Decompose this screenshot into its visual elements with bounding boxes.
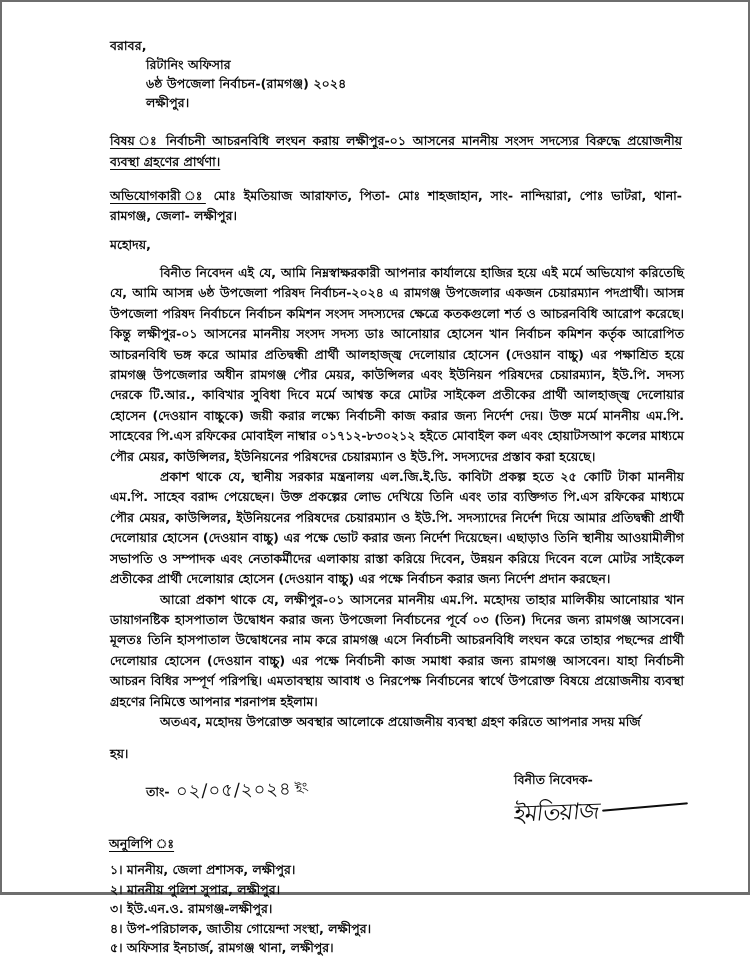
recipient-line-3: লক্ষীপুর। bbox=[146, 95, 190, 110]
spacer bbox=[110, 112, 688, 130]
salutation: মহোদয়, bbox=[110, 237, 151, 252]
copies-list-item: ১। মাননীয়, জেলা প্রশাসক, লক্ষীপুর। bbox=[110, 862, 296, 878]
signature-block bbox=[514, 772, 750, 828]
handwritten-signature bbox=[514, 794, 750, 828]
body-paragraph-3: আরো প্রকাশ থাকে যে, লক্ষীপুর-০১ আসনের মাননীয় এম.পি. মহোদয় তাহার মালিকীয় আনোয়ার খান ডায়াগনষ্টিক হাসপাতাল উদ্বোধন করার জন্য উপজেলা নির্বাচনের পূর্বে ০৩ (তিন) দিনের জন্য রামগঞ্জ আসবেন। মূলতঃ তিনি হাসপাতাল উদ্বোধনের নাম করে রামগঞ্জ এসে নির্বাচনী আচরনবিধি লংঘন করে তাহার পছন্দের প্রার্থী দেলোয়ার হোসেন (দেওয়ান বাচ্চু) এর পক্ষে নির্বাচনী কাজ সমাধা করার জন্য রামগঞ্জ আসবেন। যাহা নির্বাচনী আচরন বিধির সম্পূর্ণ পরিপন্থি। এমতাবস্থায় আবাধ ও নিরপেক্ষ নির্বাচনের স্বার্থে উপরোক্ত বিষয়ে প্রয়োজনীয় ব্যবস্থা গ্রহণের নিমিত্তে আপনার শরনাপন্ন হইলাম। bbox=[110, 591, 684, 709]
date-handwritten-suffix: ইং bbox=[294, 780, 311, 798]
body-paragraph-4: অতএব, মহোদয় উপরোক্ত অবস্থার আলোকে প্রয়োজনীয় ব্যবস্থা গ্রহণ করিতে আপনার সদয় মর্জি bbox=[160, 713, 641, 729]
recipient-line-2: ৬ষ্ঠ উপজেলা নির্বাচন-(রামগঞ্জ) ২০২৪ bbox=[146, 76, 347, 91]
complainant-label: অভিযোগকারী ঃ bbox=[110, 188, 206, 203]
copies-list bbox=[110, 860, 688, 958]
recipient-line-1: রিটানিং অফিসার bbox=[146, 57, 231, 72]
addressee-label: বরাবর, bbox=[110, 38, 147, 53]
signature-glyph: ইমতিয়াজ bbox=[512, 798, 601, 828]
copies-title: অনুলিপি ঃ bbox=[109, 836, 175, 852]
subject-line bbox=[110, 130, 688, 172]
copies-list-item: ৩। ইউ.এন.ও. রামগঞ্জ-লক্ষীপুর। bbox=[110, 901, 273, 917]
signature-stroke-icon bbox=[602, 803, 688, 812]
signature-label: বিনীত নিবেদক- bbox=[514, 772, 593, 788]
body-paragraph-1: বিনীত নিবেদন এই যে, আমি নিম্নস্বাক্ষরকারী আপনার কার্যালয়ে হাজির হয়ে এই মর্মে অভিযোগ করিতেছি যে, আমি আসন্ন ৬ষ্ঠ উপজেলা পরিষদ নির্বাচন-২০২৪ এ রামগঞ্জ উপজেলার একজন চেয়ারম্যান পদপ্রার্থী। আসন্ন উপজেলা পরিষদ নির্বাচনে নির্বাচন কমিশন সংসদ সদস্যদের ক্ষেত্রে কতকগুলো শর্ত ও আচরনবিধি আরোপ করেছে। কিন্তু লক্ষীপুর-০১ আসনের মাননীয় সংসদ সদস্য ডাঃ আনোয়ার হোসেন খান নির্বাচন কমিশন কর্তৃক আরোপিত আচরনবিধি ভঙ্গ করে আমার প্রতিদ্বন্ধী প্রার্থী আলহাজ্জ্ব দেলোয়ার হোসেন (দেওয়ান বাচ্চু) এর পক্ষাশ্রিত হয়ে রামগঞ্জ উপজেলার অধীন রামগঞ্জ পৌর মেয়র, কাউন্সিলর এবং ইউনিয়ন পরিষদের চেয়ারম্যান, ইউ.পি. সদস্য দেরকে টি.আর., কাবিখার সুবিধা দিবে মর্মে আশ্বস্ত করে মোটর সাইকেল প্রতীকের প্রার্থী আলহাজ্জ্ব দেলোয়ার হোসেন (দেওয়ান বাচ্চুকে) জয়ী করার লক্ষ্যে নির্বাচনী কাজ করার জন্য নির্দেশ দেয়। উক্ত মর্মে মাননীয় এম.পি. সাহেবের পি.এস রফিকের মোবাইল নাম্বার ০১৭১২-৮৩০২১২ হইতে মোবাইল কল এবং হোয়াটসআপ কলের মাধ্যমে পৌর মেয়র, কাউন্সিলর, ইউনিয়নের পরিষদের চেয়ারম্যান ও ইউ.পি. সদস্যদের প্রস্তাব করা হয়েছে। bbox=[110, 265, 684, 464]
closing-word: হয়। bbox=[110, 746, 129, 762]
date-block bbox=[146, 776, 310, 807]
spacer bbox=[110, 226, 688, 235]
subject-text: নির্বাচনী আচরনবিধি লংঘন করায় লক্ষীপুর-০১ আসনের মাননীয় সংসদ সদস্যের বিরুদ্ধে প্রয়োজনীয় ব্যবস্থা গ্রহণের প্রার্থণা। bbox=[110, 133, 683, 169]
scanned-letter-sheet bbox=[2, 2, 748, 956]
date-and-signature-row bbox=[110, 772, 688, 836]
date-handwritten-value: ০২/০৫/২০২৪ bbox=[175, 779, 292, 803]
copies-list-item: ৫। অফিসার ইনচার্জ, রামগঞ্জ থানা, লক্ষীপুর। bbox=[110, 940, 334, 956]
copies-list-item: ৪। উপ-পরিচালক, জাতীয় গোয়েন্দা সংস্থা, লক্ষীপুর। bbox=[110, 920, 372, 936]
complainant-line bbox=[110, 186, 688, 226]
copies-list-item: ২। মাননীয় পুলিশ সুপার, লক্ষীপুর। bbox=[110, 881, 281, 897]
date-label: তাং- bbox=[146, 784, 170, 800]
body-paragraph-2: প্রকাশ থাকে যে, স্থানীয় সরকার মন্ত্রনালয় এল.জি.ই.ডি. কাবিটা প্রকল্প হতে ২৫ কোটি টাকা মাননীয় এম.পি. সাহেব বরাদ্দ পেয়েছেন। উক্ত প্রকল্পের লোভ দেখিয়ে তিনি এবং তার ব্যক্তিগত পি.এস রফিকের মাধ্যমে পৌর মেয়র, কাউন্সিলর, ইউনিয়নের পরিষদের চেয়ারম্যান ও ইউ.পি. সদস্যাদের নির্দেশ দিয়ে আমার প্রতিদ্বন্ধী প্রার্থী দেলোয়ার হোসেন (দেওয়ান বাচ্চু) এর পক্ষে ভোট করার জন্য নির্দেশ দিয়েছেন। এছাড়াও তিনি স্থানীয় আওয়ামীলীগ সভাপতি ও সম্পাদক এবং নেতাকর্মীদের এলাকায় রাস্তা করিয়ে দিবেন, উন্নয়ন করিয়ে দিবেন বলে মোটর সাইকেল প্রতীকের প্রার্থী দেলোয়ার হোসেন (দেওয়ান বাচ্চু) এর পক্ষে নির্বাচন করার জন্য নির্দেশ প্রদান করছেন। bbox=[110, 469, 684, 587]
subject-label: বিষয় ঃ bbox=[110, 133, 160, 148]
complainant-text: মোঃ ইমতিয়াজ আরাফাত, পিতা- মোঃ শাহজাহান, সাং- নান্দিয়ারা, পোঃ ভাটরা, থানা- রামগঞ্জ, জেলা- লক্ষীপুর। bbox=[110, 188, 682, 223]
spacer bbox=[110, 254, 688, 263]
spacer bbox=[110, 172, 688, 186]
